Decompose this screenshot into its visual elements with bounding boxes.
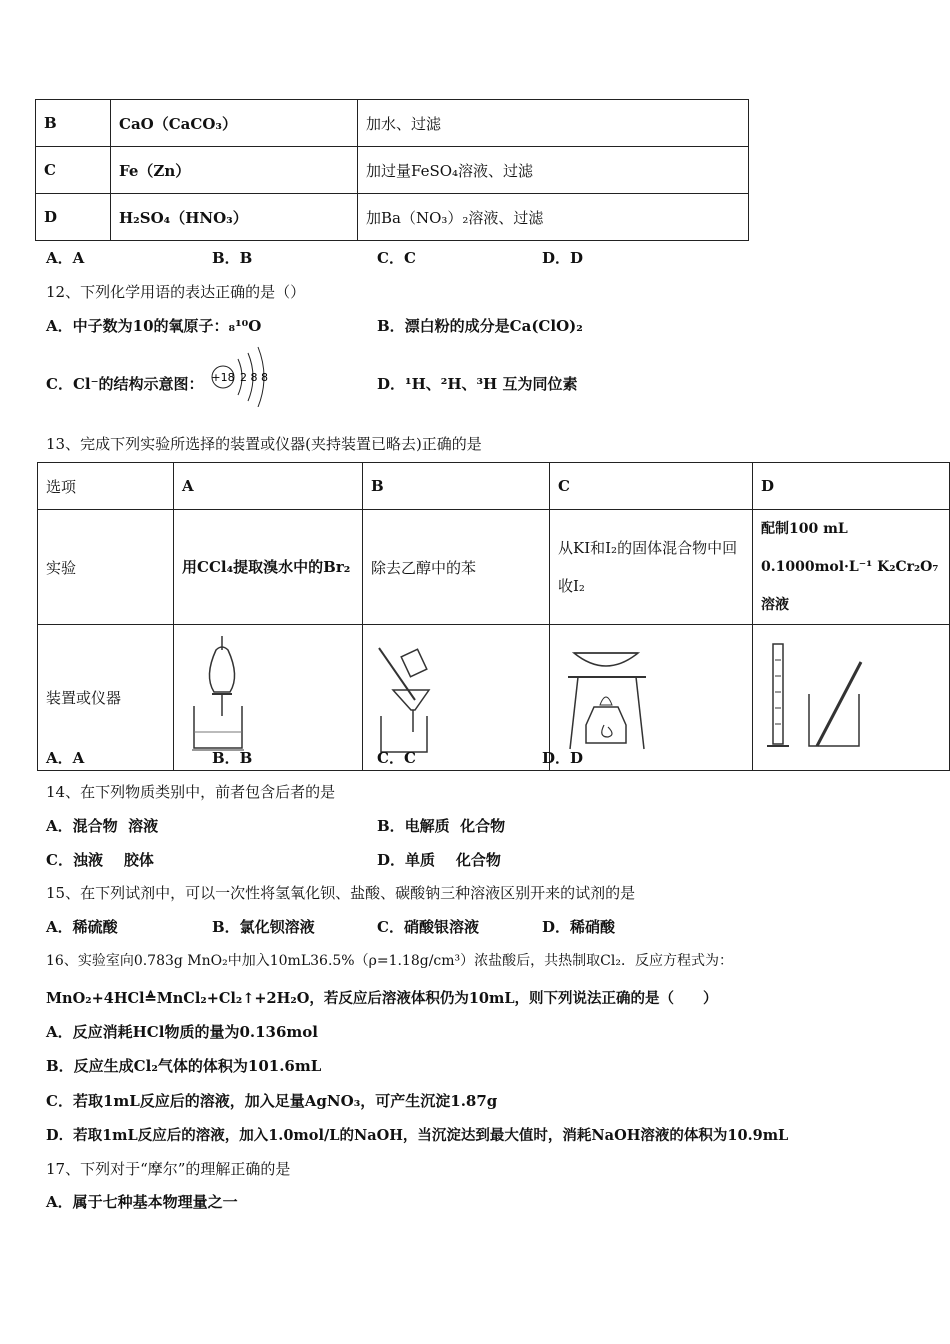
apparatus-a xyxy=(174,625,363,771)
electron-shells: 2 8 8 xyxy=(240,371,268,384)
question-12-stem: 12、下列化学用语的表达正确的是（） xyxy=(46,283,306,301)
table-row xyxy=(36,194,749,241)
header-c: C xyxy=(550,463,753,510)
option-b[interactable]: B．电解质 化合物 xyxy=(377,817,506,835)
option-d[interactable]: D．¹H、²H、³H 互为同位素 xyxy=(377,375,578,393)
table-row xyxy=(38,510,950,625)
header-option: 选项 xyxy=(38,463,174,510)
option-c[interactable]: C．C xyxy=(377,249,416,267)
option-c[interactable]: C．C xyxy=(377,749,416,767)
question-15-stem: 15、在下列试剂中，可以一次性将氢氧化钡、盐酸、碳酸钠三种溶液区别开来的试剂的是 xyxy=(46,884,636,902)
header-d: D xyxy=(753,463,950,510)
row-label-experiment: 实验 xyxy=(38,510,174,625)
option-b[interactable]: B．B xyxy=(212,749,253,767)
separatory-funnel-icon xyxy=(182,636,272,756)
method-cell: 加过量FeSO₄溶液、过滤 xyxy=(358,147,749,194)
option-c[interactable]: C．若取1mL反应后的溶液，加入足量AgNO₃，可产生沉淀1.87g xyxy=(46,1092,498,1110)
option-d[interactable]: D．若取1mL反应后的溶液，加入1.0mol/L的NaOH，当沉淀达到最大值时，消耗NaOH溶液的体积为10.9mL xyxy=(46,1127,789,1144)
question-17-stem: 17、下列对于“摩尔”的理解正确的是 xyxy=(46,1160,291,1178)
option-d[interactable]: D．稀硝酸 xyxy=(542,918,616,936)
row-label: D xyxy=(36,194,111,241)
experiment-d: 配制100 mL 0.1000mol·L⁻¹ K₂Cr₂O₇溶液 xyxy=(753,510,950,625)
table-experiments xyxy=(37,462,950,771)
method-cell: 加Ba（NO₃）₂溶液、过滤 xyxy=(358,194,749,241)
option-a[interactable]: A．A xyxy=(46,249,85,267)
substance-cell: H₂SO₄（HNO₃） xyxy=(111,194,358,241)
option-d[interactable]: D．单质 化合物 xyxy=(377,851,501,869)
row-label: C xyxy=(36,147,111,194)
table-row xyxy=(38,625,950,771)
header-a: A xyxy=(174,463,363,510)
experiment-a: 用CCl₄提取溴水中的Br₂ xyxy=(174,510,363,625)
question-16-stem: 16、实验室向0.783g MnO₂中加入10mL36.5%（ρ=1.18g/cm³）浓盐酸后，共热制取Cl₂．反应方程式为： xyxy=(46,953,733,969)
table-row xyxy=(36,147,749,194)
header-b: B xyxy=(363,463,550,510)
table-row xyxy=(38,463,950,510)
substance-cell: CaO（CaCO₃） xyxy=(111,100,358,147)
table-separation-methods xyxy=(35,99,749,241)
row-label: B xyxy=(36,100,111,147)
graduated-cylinder-icon xyxy=(761,636,871,756)
option-d[interactable]: D．D xyxy=(542,249,584,267)
experiment-c: 从KI和I₂的固体混合物中回收I₂ xyxy=(550,510,753,625)
filtration-funnel-icon xyxy=(371,636,461,756)
option-d[interactable]: D．D xyxy=(542,749,584,767)
option-a[interactable]: A．中子数为10的氧原子：₈¹⁰O xyxy=(46,317,262,335)
chloride-ion-structure-diagram xyxy=(208,343,272,407)
method-cell: 加水、过滤 xyxy=(358,100,749,147)
option-c-text: C．Cl⁻的结构示意图： xyxy=(46,375,204,393)
table-row xyxy=(36,100,749,147)
option-a[interactable]: A．稀硫酸 xyxy=(46,918,118,936)
experiment-b: 除去乙醇中的苯 xyxy=(363,510,550,625)
row-label-apparatus: 装置或仪器 xyxy=(38,625,174,771)
option-b[interactable]: B．B xyxy=(212,249,253,267)
question-14-stem: 14、在下列物质类别中，前者包含后者的是 xyxy=(46,783,336,801)
option-a[interactable]: A．反应消耗HCl物质的量为0.136mol xyxy=(46,1023,318,1041)
option-a[interactable]: A．A xyxy=(46,749,85,767)
option-c[interactable] xyxy=(46,373,204,394)
option-b[interactable]: B．反应生成Cl₂气体的体积为101.6mL xyxy=(46,1057,322,1075)
sublimation-setup-icon xyxy=(558,633,658,758)
option-b[interactable]: B．漂白粉的成分是Ca(ClO)₂ xyxy=(377,317,583,335)
option-c[interactable]: C．浊液 胶体 xyxy=(46,851,154,869)
question-13-stem: 13、完成下列实验所选择的装置或仪器(夹持装置已略去)正确的是 xyxy=(46,435,482,453)
nucleus-charge: +18 xyxy=(211,371,235,384)
apparatus-d xyxy=(753,625,950,771)
option-a[interactable]: A．属于七种基本物理量之一 xyxy=(46,1193,238,1211)
question-16-equation: MnO₂+4HCl≜MnCl₂+Cl₂↑+2H₂O，若反应后溶液体积仍为10mL，则下列说法正确的是（ ） xyxy=(46,990,718,1007)
option-b[interactable]: B．氯化钡溶液 xyxy=(212,918,315,936)
option-c[interactable]: C．硝酸银溶液 xyxy=(377,918,479,936)
option-a[interactable]: A．混合物 溶液 xyxy=(46,817,159,835)
substance-cell: Fe（Zn） xyxy=(111,147,358,194)
